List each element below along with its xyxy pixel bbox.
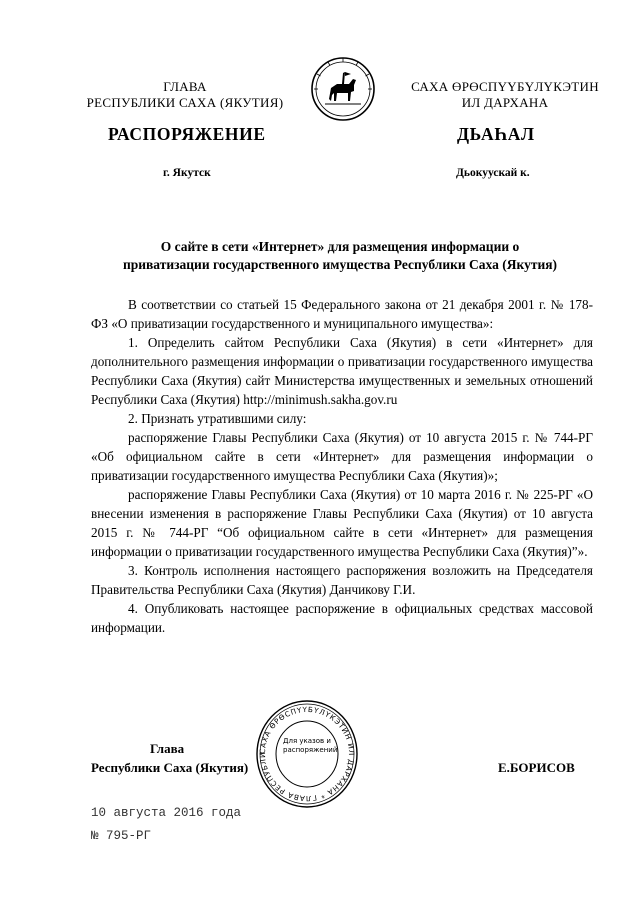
header-right-line1: САХА ӨРӨСПҮҮБҮЛҮКЭТИН	[411, 79, 599, 94]
title-line1: О сайте в сети «Интернет» для размещения информации о	[160, 239, 520, 254]
footer-date: 10 августа 2016 года	[91, 806, 242, 820]
paragraph-item-3: 3. Контроль исполнения настоящего распоряжения возложить на Председателя Правительства Республики Саха (Якутия) Данчикову Г.И.	[91, 563, 593, 597]
signature-position-line2: Республики Саха (Якутия)	[91, 760, 249, 775]
document-body	[91, 295, 593, 637]
stamp-inner-text: Для указов и распоряжений	[283, 737, 338, 754]
city-right: Дьокуускай к.	[456, 167, 530, 179]
official-stamp	[253, 697, 361, 812]
signature-name: Е.БОРИСОВ	[498, 760, 575, 775]
stamp-outer-text: САХА ӨРӨСПҮҮБҮЛҮКЭТИН ИЛ ДАРХАНА * ГЛАВА РЕСПУБЛИ	[257, 704, 357, 804]
paragraph-item-2: 2. Признать утратившими силу:	[128, 411, 307, 426]
document-title	[60, 238, 620, 274]
header-left-line1: ГЛАВА	[163, 79, 207, 94]
signature-position-line1: Глава	[150, 741, 185, 756]
paragraph-repealed-2: распоряжение Главы Республики Саха (Якутия) от 10 марта 2016 г. № 225-РГ «О внесении изменения в распоряжение Главы Республики Саха (Якутия) от 10 августа 2015 г. № 744-РГ “Об официальном сайте в сети «Интернет» для размещения информации о приватизации государственного имущества Республики Саха (Якутия)”».	[91, 487, 593, 559]
paragraph-item-4: 4. Опубликовать настоящее распоряжение в официальных средствах массовой информации.	[91, 601, 593, 635]
paragraph-preamble: В соответствии со статьей 15 Федерального закона от 21 декабря 2001 г. № 178-ФЗ «О приватизации государственного и муниципального имущества»:	[91, 297, 593, 331]
footer-number: № 795-РГ	[91, 829, 152, 843]
header-right-line2: ИЛ ДАРХАНА	[461, 95, 549, 110]
coat-of-arms-emblem	[309, 55, 377, 123]
doc-type-right: ДЬАҺАЛ	[457, 124, 535, 144]
title-line2: приватизации государственного имущества Республики Саха (Якутия)	[122, 257, 558, 272]
city-left: г. Якутск	[163, 167, 211, 179]
doc-type-left: РАСПОРЯЖЕНИЕ	[108, 124, 266, 144]
paragraph-repealed-1: распоряжение Главы Республики Саха (Якутия) от 10 августа 2015 г. № 744-РГ «Об официальном сайте в сети «Интернет» для размещения информации о приватизации государственного имущества Республики Саха (Якутия)»;	[91, 430, 593, 483]
header-left-line2: РЕСПУБЛИКИ САХА (ЯКУТИЯ)	[86, 95, 284, 110]
paragraph-item-1: 1. Определить сайтом Республики Саха (Якутия) в сети «Интернет» для дополнительного размещения информации о приватизации государственного имущества Республики Саха (Якутия) сайт Министерства имущественных и земельных отношений Республики Саха (Якутия) http://minimush.sakha.gov.ru	[91, 335, 593, 407]
